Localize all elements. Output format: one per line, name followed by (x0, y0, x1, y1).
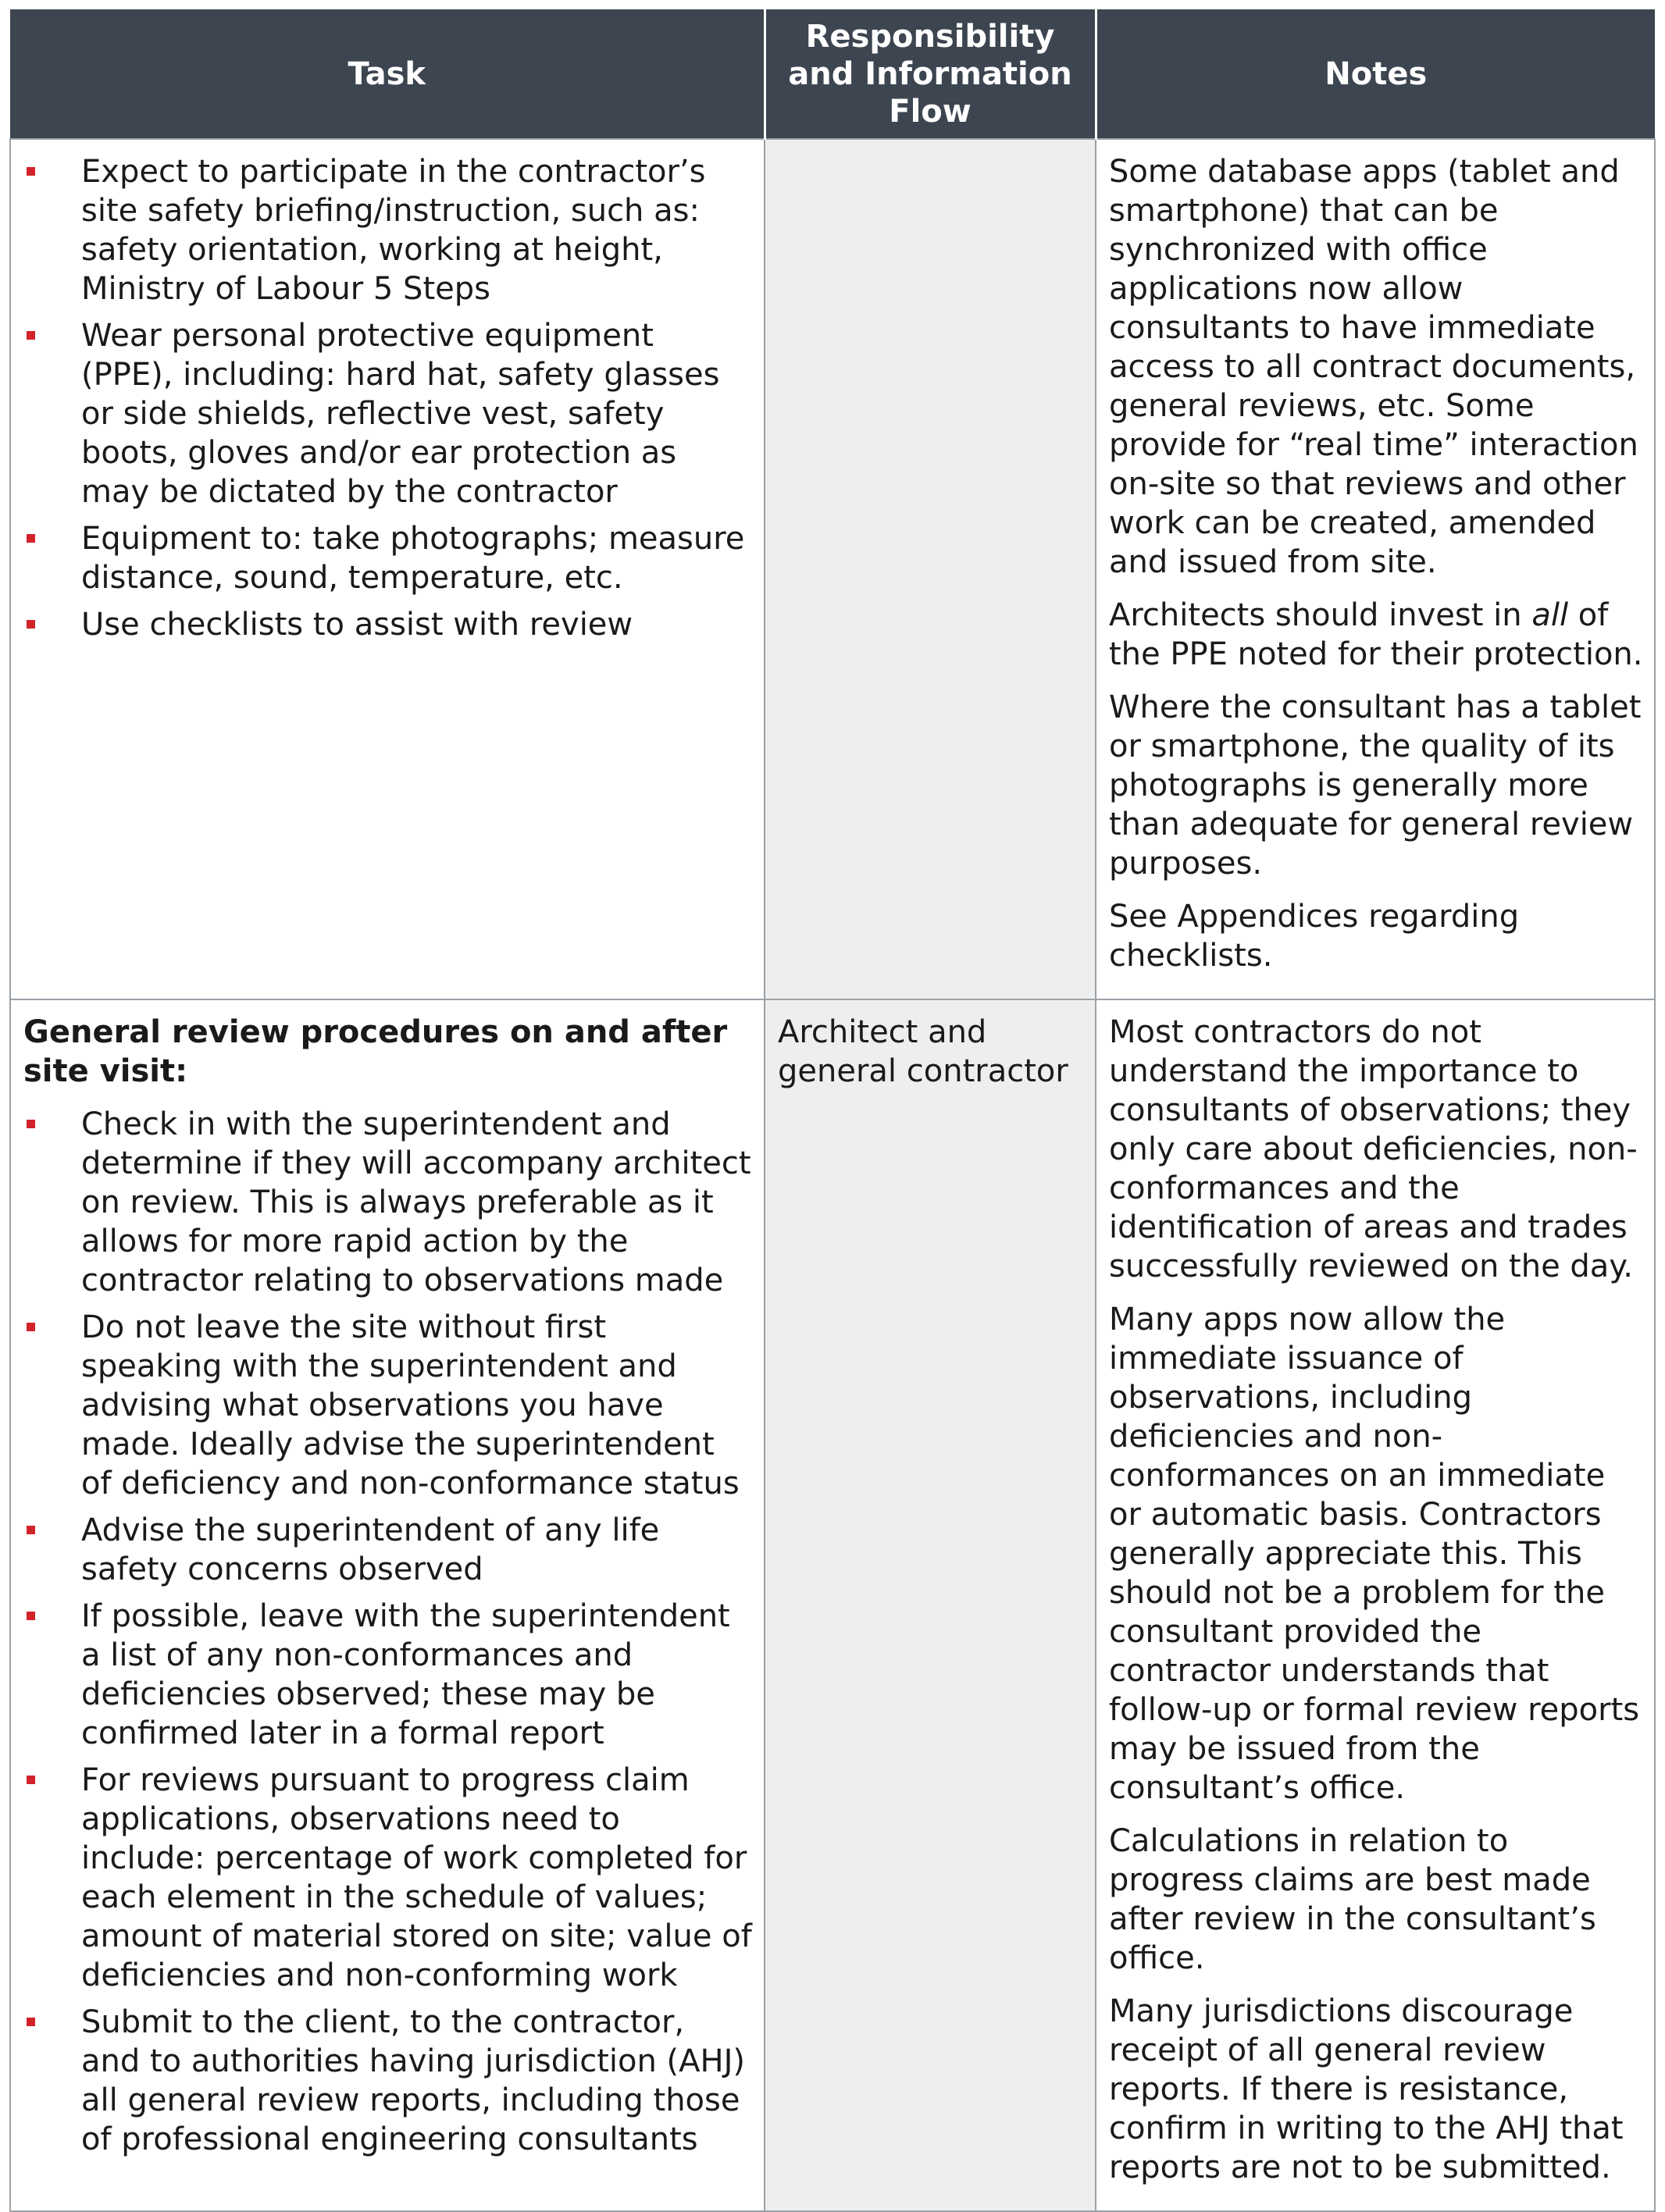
responsibility-cell (765, 139, 1096, 999)
note-paragraph: Calculations in relation to progress claims are best made after review in the consultant’s office. (1109, 1823, 1596, 1976)
note-paragraph: Where the consultant has a tablet or smartphone, the quality of its photographs is generally more than adequate for general review purposes. (1109, 689, 1642, 882)
bullet-icon (27, 167, 35, 176)
responsibility-cell (765, 999, 1096, 2211)
section-lead: General review procedures on and after site visit: (23, 1014, 728, 1089)
list-item (23, 1308, 753, 1503)
task-text: For reviews pursuant to progress claim applications, observations need to include: percentage of work completed for each element in the schedule of values; amount of material stored on site; value of deficiencies and non-conforming work (81, 1762, 752, 1993)
header-notes: Notes (1096, 9, 1655, 139)
task-text: Advise the superintendent of any life safety concerns observed (81, 1512, 660, 1587)
bullet-icon (27, 1776, 35, 1784)
task-text: Submit to the client, to the contractor, and to authorities having jurisdiction (AHJ) all general review reports, including those of professional engineering consultants (81, 2004, 745, 2157)
list-item (23, 1597, 753, 1753)
review-table (9, 9, 1656, 2212)
note-emphasis: all (1531, 597, 1569, 633)
list-item (23, 1511, 753, 1589)
note-paragraph: Many apps now allow the immediate issuance of observations, including deficiencies and non-conformances on an immediate or automatic basis. Contractors generally appreciate this. This should not be a problem for the consultant provided the contractor understands that follow-up or formal review reports may be issued from the consultant’s office. (1109, 1302, 1640, 1806)
table-header (10, 9, 1655, 139)
list-item (23, 1761, 753, 1995)
task-list (23, 1105, 753, 2159)
task-text: Equipment to: take photographs; measure distance, sound, temperature, etc. (81, 521, 745, 596)
table-row (10, 139, 1655, 999)
list-item (23, 519, 753, 597)
responsibility-text: Architect and general contractor (778, 1014, 1068, 1089)
note-paragraph (1109, 596, 1643, 674)
bullet-icon (27, 2018, 35, 2026)
notes-cell (1096, 999, 1655, 2211)
header-task: Task (10, 9, 765, 139)
bullet-icon (27, 620, 35, 629)
bullet-icon (27, 331, 35, 340)
task-text: If possible, leave with the superintendent a list of any non-conformances and deficiencies observed; these may be confirmed later in a formal report (81, 1598, 730, 1751)
bullet-icon (27, 1323, 35, 1331)
table-row (10, 999, 1655, 2211)
note-paragraph: Many jurisdictions discourage receipt of all general review reports. If there is resistance, confirm in writing to the AHJ that reports are not to be submitted. (1109, 1993, 1624, 2185)
task-cell (10, 139, 765, 999)
list-item (23, 2003, 753, 2159)
header-responsibility: Responsibility and Information Flow (765, 9, 1096, 139)
bullet-icon (27, 1526, 35, 1534)
task-list (23, 152, 753, 644)
list-item (23, 1105, 753, 1300)
bullet-icon (27, 534, 35, 543)
note-text: of the PPE noted for their protection. (1109, 597, 1643, 672)
list-item (23, 605, 753, 644)
list-item (23, 316, 753, 511)
task-text: Wear personal protective equipment (PPE), including: hard hat, safety glasses or side shields, reflective vest, safety boots, gloves and/or ear protection as may be dictated by the contractor (81, 318, 720, 510)
task-cell (10, 999, 765, 2211)
note-paragraph: Some database apps (tablet and smartphone) that can be synchronized with office applications now allow consultants to have immediate access to all contract documents, general reviews, etc. Some provide for “real time” interaction on-site so that reviews and other work can be created, amended and issued from site. (1109, 154, 1638, 580)
task-text: Do not leave the site without first speaking with the superintendent and advising what observations you have made. Ideally advise the superintendent of deficiency and non-conformance status (81, 1309, 740, 1501)
task-text: Expect to participate in the contractor’s site safety briefing/instruction, such as: safety orientation, working at height, Ministry of Labour 5 Steps (81, 154, 706, 307)
notes-cell (1096, 139, 1655, 999)
note-paragraph: Most contractors do not understand the importance to consultants of observations; they only care about deficiencies, non-conformances and the identification of areas and trades successfully reviewed on the day. (1109, 1014, 1638, 1284)
bullet-icon (27, 1612, 35, 1620)
task-text: Use checklists to assist with review (81, 607, 633, 643)
note-text: Architects should invest in (1109, 597, 1532, 633)
list-item (23, 152, 753, 308)
note-paragraph: See Appendices regarding checklists. (1109, 899, 1520, 974)
task-text: Check in with the superintendent and determine if they will accompany architect on review. This is always preferable as it allows for more rapid action by the contractor relating to observations made (81, 1106, 751, 1298)
bullet-icon (27, 1120, 35, 1128)
